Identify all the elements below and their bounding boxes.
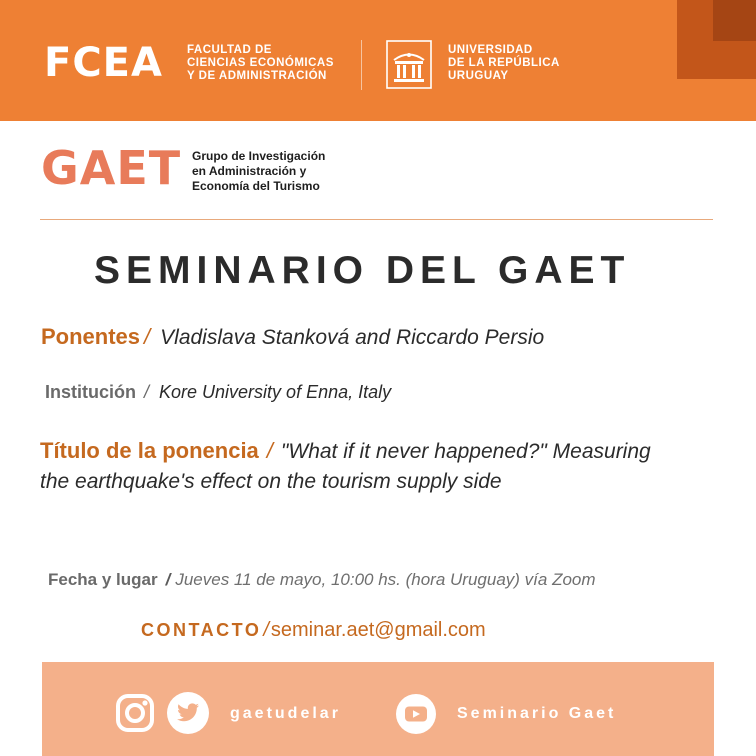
seminar-title: SEMINARIO DEL GAET	[94, 249, 631, 292]
udelar-subtitle-line: DE LA REPÚBLICA	[448, 57, 560, 69]
fcea-logo: FCEA	[44, 40, 163, 86]
contact-row	[141, 616, 486, 645]
udelar-subtitle	[448, 44, 560, 83]
talk-value-line2: the earthquake's effect on the tourism supply side	[40, 470, 502, 493]
fcea-subtitle	[187, 44, 334, 83]
udelar-subtitle-line: URUGUAY	[448, 70, 509, 82]
institution-label: Institución	[45, 382, 136, 402]
youtube-icon[interactable]	[395, 693, 437, 735]
institution-value: Kore University of Enna, Italy	[159, 382, 392, 402]
date-place-separator: /	[165, 570, 171, 589]
header-divider	[361, 40, 362, 90]
talk-value-line1: "What if it never happened?" Measuring	[280, 440, 651, 463]
contact-label: CONTACTO	[141, 620, 262, 640]
speakers-row	[41, 322, 544, 353]
date-place-value: Jueves 11 de mayo, 10:00 hs. (hora Uruguay) vía Zoom	[175, 570, 596, 589]
institution-separator: /	[144, 382, 150, 402]
social-handle[interactable]: gaetudelar	[230, 705, 341, 722]
contact-separator: /	[263, 619, 269, 641]
youtube-channel-name[interactable]: Seminario Gaet	[457, 705, 617, 722]
fcea-subtitle-line: FACULTAD DE	[187, 44, 272, 56]
talk-label: Título de la ponencia	[40, 438, 259, 463]
twitter-icon[interactable]	[166, 691, 210, 735]
udelar-subtitle-line: UNIVERSIDAD	[448, 44, 533, 56]
fcea-subtitle-line: CIENCIAS ECONÓMICAS	[187, 57, 334, 69]
header-corner-decoration-inner	[713, 0, 756, 41]
section-divider	[40, 219, 713, 220]
speakers-separator: /	[144, 324, 151, 349]
gaet-subtitle-line: en Administración y	[192, 164, 307, 178]
gaet-logo: GAET	[41, 141, 182, 195]
date-place-row	[48, 567, 596, 593]
gaet-subtitle	[192, 149, 325, 194]
university-emblem-icon	[386, 40, 432, 89]
talk-row	[40, 436, 651, 467]
speakers-value: Vladislava Stanková and Riccardo Persio	[160, 326, 545, 349]
contact-email-link[interactable]: seminar.aet@gmail.com	[270, 619, 486, 641]
gaet-subtitle-line: Grupo de Investigación	[192, 149, 326, 163]
talk-separator: /	[266, 438, 273, 463]
speakers-label: Ponentes	[41, 324, 141, 349]
gaet-subtitle-line: Economía del Turismo	[192, 179, 320, 193]
institution-row	[45, 379, 391, 406]
fcea-subtitle-line: Y DE ADMINISTRACIÓN	[187, 70, 327, 82]
date-place-label: Fecha y lugar	[48, 570, 158, 589]
instagram-icon[interactable]	[115, 693, 155, 733]
